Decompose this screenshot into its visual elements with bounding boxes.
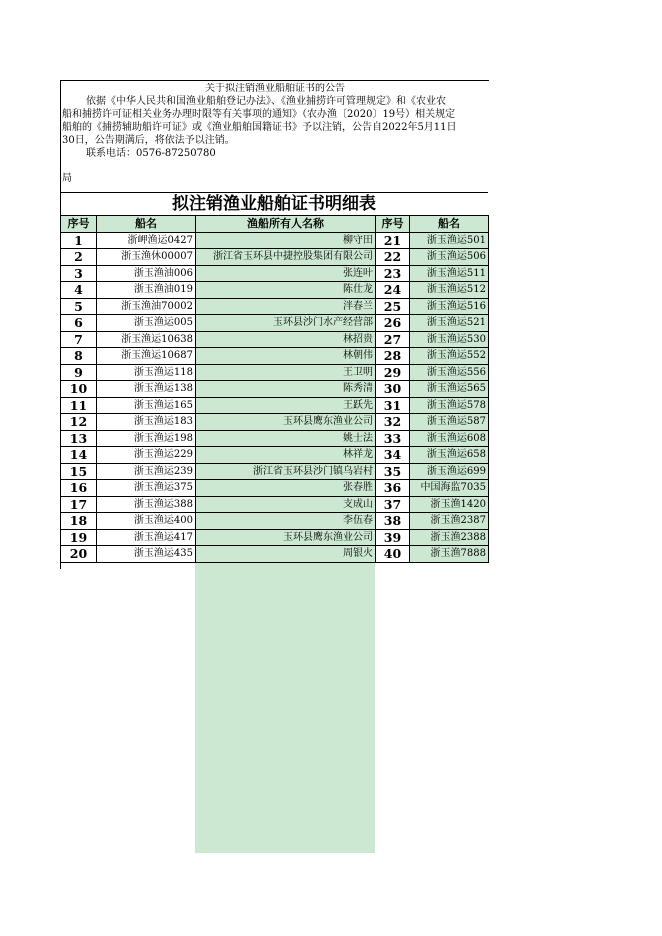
ship-name: 浙玉渔运587 xyxy=(410,414,489,431)
ship-name: 浙玉渔运10638 xyxy=(97,331,196,348)
owner-name: 玉环县鹰东渔业公司 xyxy=(196,414,376,431)
row-number: 18 xyxy=(61,513,97,530)
ship-name: 浙玉渔休00007 xyxy=(97,249,196,266)
owner-name: 姚士法 xyxy=(196,430,376,447)
ship-name: 中国海监7035 xyxy=(410,480,489,497)
ship-name: 浙玉渔运435 xyxy=(97,546,196,563)
owner-name: 柳守田 xyxy=(196,232,376,249)
owner-name: 浙江省玉环县中捷控股集团有限公司 xyxy=(196,249,376,266)
row-number: 39 xyxy=(376,529,410,546)
row-number: 9 xyxy=(61,364,97,381)
table-row xyxy=(61,381,489,398)
ship-name: 浙玉渔运556 xyxy=(410,364,489,381)
owner-name: 王跃先 xyxy=(196,397,376,414)
ship-name: 浙玉渔运512 xyxy=(410,282,489,299)
row-number: 29 xyxy=(376,364,410,381)
row-number: 22 xyxy=(376,249,410,266)
ship-name: 浙玉渔运658 xyxy=(410,447,489,464)
ship-name: 浙玉渔油019 xyxy=(97,282,196,299)
table-row xyxy=(61,265,489,282)
row-number: 40 xyxy=(376,546,410,563)
ship-name: 浙玉渔运138 xyxy=(97,381,196,398)
table-row xyxy=(61,232,489,249)
table-row xyxy=(61,463,489,480)
notice-line: 船和捕捞许可证相关业务办理时限等有关事项的通知》（农办渔〔2020〕19号）相关规定 xyxy=(62,109,456,120)
table-row xyxy=(61,447,489,464)
row-number: 3 xyxy=(61,265,97,282)
table-row xyxy=(61,546,489,563)
row-number: 1 xyxy=(61,232,97,249)
row-number: 26 xyxy=(376,315,410,332)
ship-name: 浙玉渔运239 xyxy=(97,463,196,480)
table-row xyxy=(61,529,489,546)
ship-name: 浙玉渔运501 xyxy=(410,232,489,249)
row-number: 37 xyxy=(376,496,410,513)
row-number: 32 xyxy=(376,414,410,431)
ship-name: 浙玉渔运417 xyxy=(97,529,196,546)
ship-name: 浙玉渔运530 xyxy=(410,331,489,348)
table-row xyxy=(61,513,489,530)
column-header: 船名 xyxy=(410,216,489,233)
row-number: 19 xyxy=(61,529,97,546)
row-number: 21 xyxy=(376,232,410,249)
table-row xyxy=(61,298,489,315)
ship-name: 浙玉渔运511 xyxy=(410,265,489,282)
row-number: 14 xyxy=(61,447,97,464)
owner-name: 泮春兰 xyxy=(196,298,376,315)
owner-name: 玉环县沙门水产经营部 xyxy=(196,315,376,332)
ship-name: 浙玉渔运229 xyxy=(97,447,196,464)
row-number: 10 xyxy=(61,381,97,398)
row-number: 20 xyxy=(61,546,97,563)
owner-name: 林祥龙 xyxy=(196,447,376,464)
row-number: 2 xyxy=(61,249,97,266)
notice-line: 船舶的《捕捞辅助船许可证》或《渔业船舶国籍证书》予以注销，公告自2022年5月11日 xyxy=(62,122,457,133)
ship-table xyxy=(60,215,489,563)
row-number: 38 xyxy=(376,513,410,530)
table-row xyxy=(61,480,489,497)
notice-block xyxy=(62,83,488,193)
owner-name: 玉环县鹰东渔业公司 xyxy=(196,529,376,546)
row-number: 5 xyxy=(61,298,97,315)
table-title: 拟注销渔业船舶证书明细表 xyxy=(60,192,488,216)
row-number: 24 xyxy=(376,282,410,299)
table-row xyxy=(61,364,489,381)
row-number: 13 xyxy=(61,430,97,447)
ship-name: 浙玉渔运165 xyxy=(97,397,196,414)
row-number: 25 xyxy=(376,298,410,315)
table-row xyxy=(61,315,489,332)
table-row xyxy=(61,414,489,431)
notice-line: 30日，公告期满后，将依法予以注销。 xyxy=(62,135,235,146)
ship-name: 浙玉渔运375 xyxy=(97,480,196,497)
row-number: 35 xyxy=(376,463,410,480)
notice-signature: 局 xyxy=(62,173,72,184)
row-number: 6 xyxy=(61,315,97,332)
row-number: 8 xyxy=(61,348,97,365)
owner-name: 陈仕龙 xyxy=(196,282,376,299)
row-number: 12 xyxy=(61,414,97,431)
table-row xyxy=(61,331,489,348)
ship-name: 浙玉渔运388 xyxy=(97,496,196,513)
owner-name: 支成山 xyxy=(196,496,376,513)
row-number: 16 xyxy=(61,480,97,497)
ship-name: 浙玉渔油006 xyxy=(97,265,196,282)
ship-name: 浙玉渔2388 xyxy=(410,529,489,546)
contact-phone: 联系电话：0576-87250780 xyxy=(86,148,216,159)
owner-name: 张春胜 xyxy=(196,480,376,497)
ship-name: 浙岬渔运0427 xyxy=(97,232,196,249)
row-number: 36 xyxy=(376,480,410,497)
ship-name: 浙玉渔运578 xyxy=(410,397,489,414)
ship-name: 浙玉渔运005 xyxy=(97,315,196,332)
ship-name: 浙玉渔运400 xyxy=(97,513,196,530)
column-header: 序号 xyxy=(61,216,97,233)
row-number: 11 xyxy=(61,397,97,414)
ship-name: 浙玉渔运118 xyxy=(97,364,196,381)
table-row xyxy=(61,348,489,365)
ship-name: 浙玉渔2387 xyxy=(410,513,489,530)
table-row xyxy=(61,496,489,513)
notice-line: 依据《中华人民共和国渔业船舶登记办法》、《渔业捕捞许可管理规定》和《农业农 xyxy=(86,96,446,107)
column-header: 序号 xyxy=(376,216,410,233)
owner-name: 林朝伟 xyxy=(196,348,376,365)
owner-name: 陈秀清 xyxy=(196,381,376,398)
column-header: 船名 xyxy=(97,216,196,233)
ship-name: 浙玉渔7888 xyxy=(410,546,489,563)
ship-name: 浙玉渔运552 xyxy=(410,348,489,365)
ship-name: 浙玉渔运565 xyxy=(410,381,489,398)
owner-name: 张连叶 xyxy=(196,265,376,282)
row-number: 34 xyxy=(376,447,410,464)
row-number: 30 xyxy=(376,381,410,398)
row-number: 28 xyxy=(376,348,410,365)
ship-name: 浙玉渔运198 xyxy=(97,430,196,447)
ship-name: 浙玉渔运516 xyxy=(410,298,489,315)
ship-name: 浙玉渔运608 xyxy=(410,430,489,447)
notice-title: 关于拟注销渔业船舶证书的公告 xyxy=(205,83,345,94)
ship-name: 浙玉渔运521 xyxy=(410,315,489,332)
owner-name: 林招贵 xyxy=(196,331,376,348)
row-number: 31 xyxy=(376,397,410,414)
table-row xyxy=(61,430,489,447)
owner-name: 王卫明 xyxy=(196,364,376,381)
ship-name: 浙玉渔运506 xyxy=(410,249,489,266)
ship-name: 浙玉渔运699 xyxy=(410,463,489,480)
owner-name: 浙江省玉环县沙门镇乌岩村 xyxy=(196,463,376,480)
row-number: 17 xyxy=(61,496,97,513)
column-header: 渔船所有人名称 xyxy=(196,216,376,233)
row-number: 23 xyxy=(376,265,410,282)
row-number: 33 xyxy=(376,430,410,447)
table-row xyxy=(61,397,489,414)
row-number: 15 xyxy=(61,463,97,480)
row-number: 27 xyxy=(376,331,410,348)
table-header-row xyxy=(61,216,489,233)
owner-name: 周银火 xyxy=(196,546,376,563)
ship-name: 浙玉渔运183 xyxy=(97,414,196,431)
ship-name: 浙玉渔运10687 xyxy=(97,348,196,365)
owner-name: 李伍春 xyxy=(196,513,376,530)
table-row xyxy=(61,282,489,299)
row-number: 7 xyxy=(61,331,97,348)
ship-name: 浙玉渔1420 xyxy=(410,496,489,513)
row-number: 4 xyxy=(61,282,97,299)
ship-name: 浙玉渔油70002 xyxy=(97,298,196,315)
table-row xyxy=(61,249,489,266)
